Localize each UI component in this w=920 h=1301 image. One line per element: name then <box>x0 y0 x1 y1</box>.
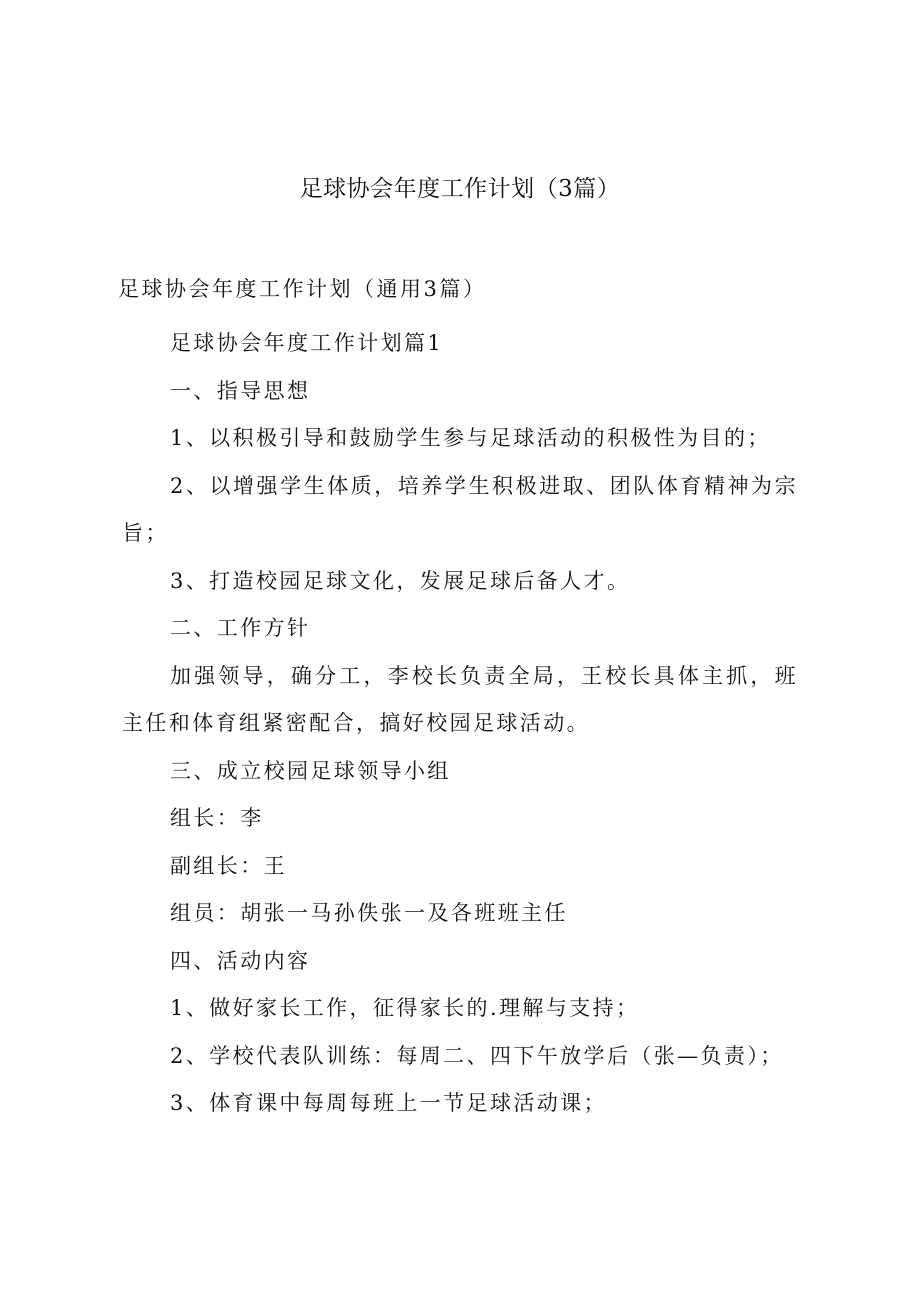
paragraph: 组员：胡张一马孙佚张一及各班班主任 <box>170 901 568 925</box>
document-subtitle: 足球协会年度工作计划（通用3篇） <box>118 277 487 301</box>
heading-work-policy: 二、工作方针 <box>170 616 311 640</box>
paragraph: 加强领导，确分工，李校长负责全局，王校长具体主抓，班主任和体育组紧密配合，搞好校园足球活动。 <box>122 663 798 735</box>
paragraph: 3、体育课中每周每班上一节足球活动课； <box>170 1091 607 1115</box>
paragraph: 组长：李 <box>170 806 264 830</box>
paragraph: 副组长：王 <box>170 853 287 878</box>
paragraph: 2、以增强学生体质，培养学生积极进取、团队体育精神为宗旨； <box>122 473 798 545</box>
paragraph: 2、学校代表队训练：每周二、四下午放学后（张—负责）； <box>170 1043 784 1068</box>
heading-activity-content: 四、活动内容 <box>170 948 311 973</box>
paragraph: 1、做好家长工作，征得家长的.理解与支持； <box>170 996 640 1020</box>
section-heading: 足球协会年度工作计划篇1 <box>170 331 444 355</box>
paragraph: 1、以积极引导和鼓励学生参与足球活动的积极性为目的； <box>170 426 771 450</box>
heading-leadership-group: 三、成立校园足球领导小组 <box>170 758 451 783</box>
document-body <box>122 320 798 1128</box>
heading-guiding-ideology: 一、指导思想 <box>170 378 311 403</box>
paragraph: 3、打造校园足球文化，发展足球后备人才。 <box>170 568 631 593</box>
document-title: 足球协会年度工作计划（3篇） <box>299 176 621 202</box>
